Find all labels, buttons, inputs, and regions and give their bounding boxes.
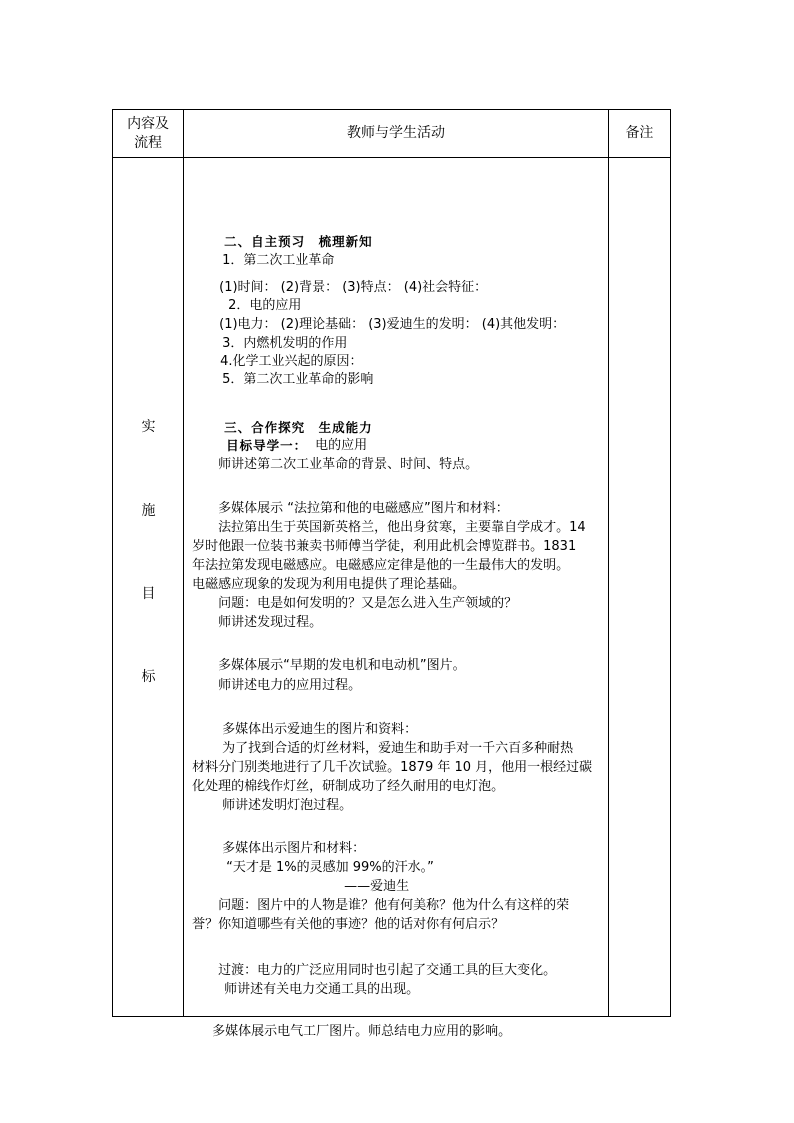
text-line: 多媒体出示图片和材料： (222, 841, 366, 856)
text-line: 师讲述有关电力交通工具的出现。 (224, 982, 420, 997)
header-teacher-student-activity: 教师与学生活动 (184, 110, 609, 158)
text-line: 材料分门别类地进行了几千次试验。1879 年 10 月，他用一根经过碳 (192, 760, 593, 775)
side-label-char: 施 (141, 503, 156, 519)
text-line: 为了找到合适的灯丝材料，爱迪生和助手对一千六百多种耐热 (222, 741, 574, 756)
side-label-char: 目 (141, 586, 156, 602)
table-header-row (113, 110, 671, 158)
text-line: 多媒体展示 “法拉第和他的电磁感应”图片和材料： (218, 501, 509, 516)
lesson-plan-table (112, 109, 671, 1039)
table-body-row (113, 158, 671, 1017)
header-remarks: 备注 (608, 110, 670, 158)
header-content-process (113, 110, 184, 158)
text-line: 师讲述发明灯泡过程。 (222, 798, 353, 813)
text-line: 问题：电是如何发明的？又是怎么进入生产领域的？ (218, 596, 518, 611)
text-line: 师讲述电力的应用过程。 (218, 678, 362, 693)
text-line: 法拉第出生于英国新英格兰，他出身贫寒，主要靠自学成才。14 (218, 520, 586, 535)
text-line: 化处理的棉线作灯丝，研制成功了经久耐用的电灯泡。 (192, 779, 505, 794)
remarks-cell (608, 158, 670, 1017)
text-line: 5．第二次工业革命的影响 (222, 372, 374, 387)
text-line: 多媒体出示爱迪生的图片和资料： (222, 722, 418, 737)
header-col1-line1: 内容及 (127, 115, 170, 132)
objective-title: 电的应用 (315, 438, 368, 453)
text-line: 多媒体展示“早期的发电机和电动机”图片。 (218, 658, 466, 673)
objective-label: 目标导学一： (226, 438, 308, 453)
header-col1-line2: 流程 (134, 134, 163, 151)
text-line: 过渡：电力的广泛应用同时也引起了交通工具的巨大变化。 (218, 963, 557, 978)
text-line: 师讲述发现过程。 (218, 615, 323, 630)
side-label-char: 标 (141, 669, 156, 685)
text-line: 3．内燃机发明的作用 (222, 336, 348, 351)
text-line: 誉？你知道哪些有关他的事迹？他的话对你有何启示？ (192, 917, 505, 932)
text-line: 岁时他跟一位装书兼卖书师傅当学徒，利用此机会博览群书。1831 (192, 539, 577, 554)
text-line: 多媒体展示电气工厂图片。师总结电力应用的影响。 (212, 1024, 512, 1039)
text-line: (1)时间： (2)背景： (3)特点： (4)社会特征： (219, 280, 488, 295)
quote-attribution: ——爱迪生 (344, 879, 410, 894)
text-line: 2．电的应用 (228, 298, 302, 313)
text-line: 4.化学工业兴起的原因： (220, 354, 363, 369)
section-heading: 二、自主预习 梳理新知 (224, 234, 373, 249)
text-line: 问题：图片中的人物是谁？他有何美称？他为什么有这样的荣 (218, 898, 570, 913)
text-line: (1)电力： (2)理论基础： (3)爱迪生的发明： (4)其他发明： (219, 317, 566, 332)
activity-content-cell (184, 158, 609, 1039)
section-heading: 三、合作探究 生成能力 (224, 420, 373, 435)
side-label-char: 实 (141, 419, 156, 435)
side-label-cell (113, 158, 184, 1017)
text-line: 年法拉第发现电磁感应。电磁感应定律是他的一生最伟大的发明。 (192, 558, 570, 573)
quote-line: “天才是 1%的灵感加 99%的汗水。” (226, 860, 434, 875)
text-line: 师讲述第二次工业革命的背景、时间、特点。 (218, 457, 479, 472)
text-line: 电磁感应现象的发现为利用电提供了理论基础。 (192, 577, 466, 592)
text-line: 1．第二次工业革命 (222, 253, 335, 268)
